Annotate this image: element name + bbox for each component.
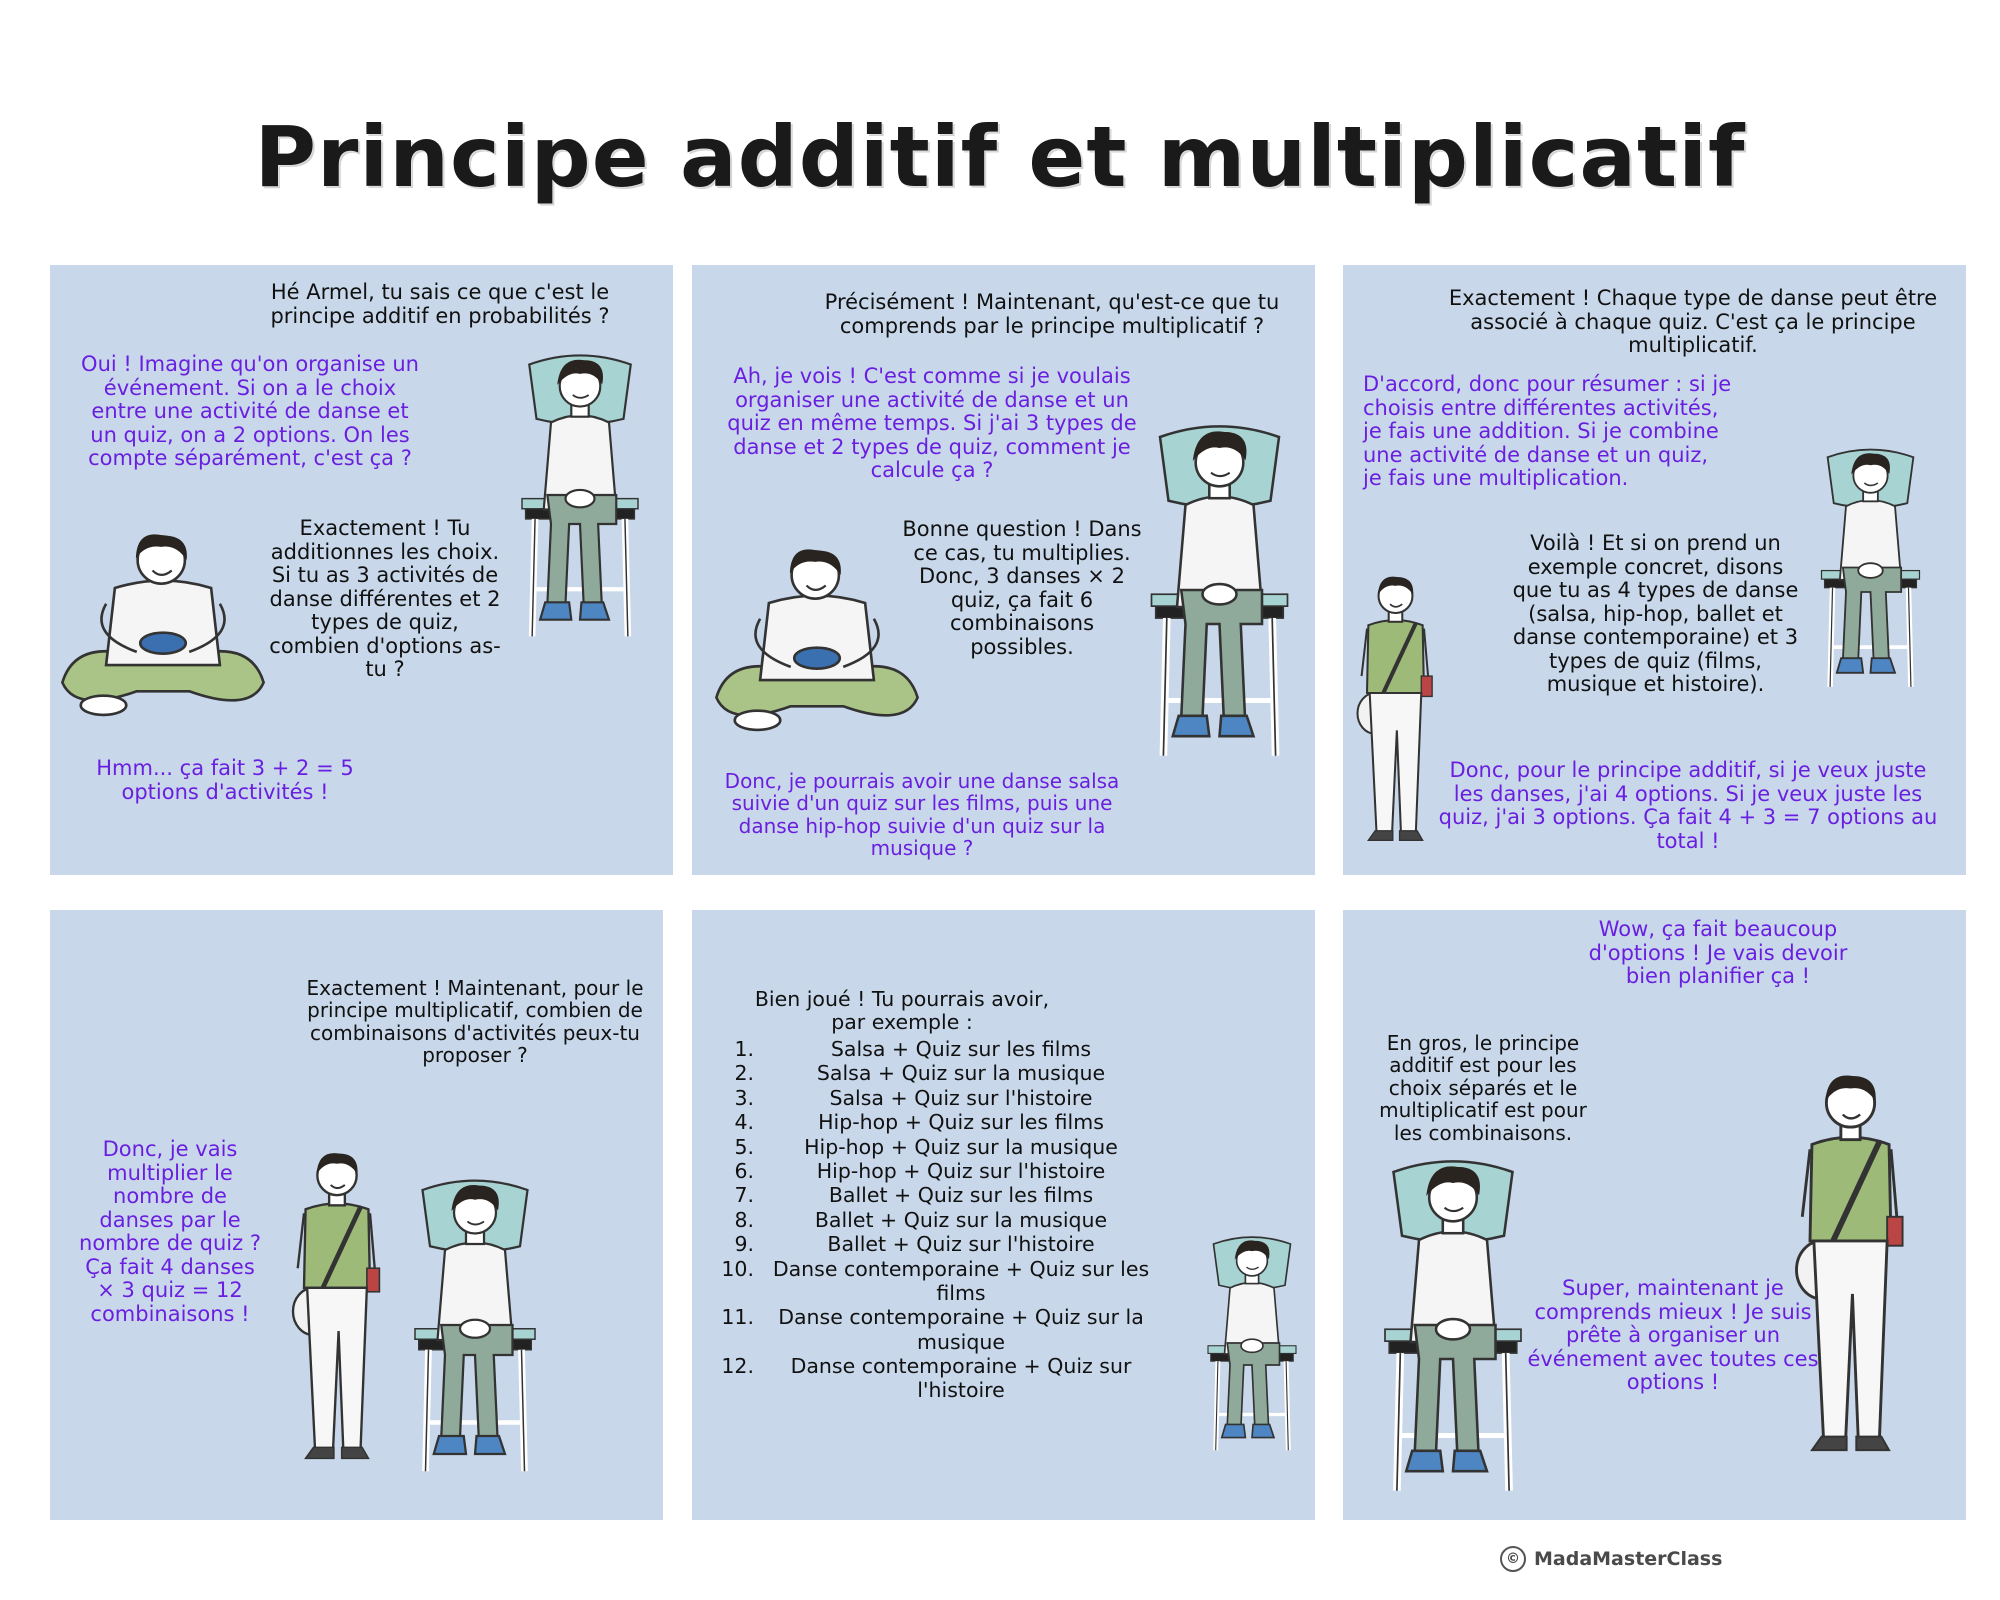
speech-bubble: Wow, ça fait beaucoup d'options ! Je vais devoir bien planifier ça ! xyxy=(1588,917,1848,989)
combination-list xyxy=(702,1037,1162,1403)
list-item xyxy=(702,1135,1162,1159)
list-item xyxy=(702,1086,1162,1110)
list-item-text: Ballet + Quiz sur la musique xyxy=(814,1207,1108,1232)
list-item xyxy=(702,1159,1162,1183)
list-item-number: 4. xyxy=(734,1110,754,1135)
seated-character-illustration xyxy=(1368,1150,1538,1500)
list-item xyxy=(702,1208,1162,1232)
list-item-text: Salsa + Quiz sur les films xyxy=(830,1037,1092,1061)
speech-bubble: Ah, je vois ! C'est comme si je voulais organiser une activité de danse et un quiz en même temps. Si j'ai 3 types de danse et 2 types de quiz, comment je calcule ça ? xyxy=(727,364,1137,483)
speech-bubble: D'accord, donc pour résumer : si je choisis entre différentes activités, je fais une addition. Si je combine une activité de danse et un quiz, je fais une multiplication. xyxy=(1363,372,1732,491)
list-item xyxy=(702,1257,1162,1306)
comic-panel-2 xyxy=(692,265,1315,875)
comic-panel-1 xyxy=(50,265,673,875)
list-item xyxy=(702,1354,1162,1403)
speech-bubble: Précisément ! Maintenant, qu'est-ce que tu comprends par le principe multiplicatif ? xyxy=(824,290,1280,338)
gamer-character-illustration xyxy=(58,530,268,730)
list-item xyxy=(702,1232,1162,1256)
list-item-number: 7. xyxy=(734,1183,754,1208)
standing-character-illustration xyxy=(282,1135,392,1480)
list-item xyxy=(702,1183,1162,1207)
list-item-text: Ballet + Quiz sur les films xyxy=(828,1183,1094,1208)
comic-panel-6 xyxy=(1343,910,1966,1520)
speech-bubble: Exactement ! Tu additionnes les choix. Si tu as 3 activités de danse différentes et 2 types de quiz, combien d'options as-tu ? xyxy=(269,516,501,682)
list-item-text: Hip-hop + Quiz sur la musique xyxy=(804,1134,1118,1159)
speech-bubble: Voilà ! Et si on prend un exemple concret, disons que tu as 4 types de danse (salsa, hip-hop, ballet et danse contemporaine) et 3 types de quiz (films, musique et histoire). xyxy=(1512,531,1799,697)
page-title: Principe additif et multiplicatif xyxy=(254,108,1746,206)
speech-bubble: Exactement ! Chaque type de danse peut être associé à chaque quiz. C'est ça le principe multiplicatif. xyxy=(1448,286,1938,358)
speech-bubble: Exactement ! Maintenant, pour le principe multiplicatif, combien de combinaisons d'activités peux-tu proposer ? xyxy=(306,976,644,1068)
list-item-number: 8. xyxy=(734,1207,754,1232)
list-intro: Bien joué ! Tu pourrais avoir, par exemple : xyxy=(754,987,1050,1034)
comic-panel-4 xyxy=(50,910,663,1520)
list-item-number: 11. xyxy=(721,1305,754,1330)
copyright-icon: © xyxy=(1500,1546,1526,1572)
copyright-text: MadaMasterClass xyxy=(1534,1548,1723,1570)
speech-bubble: Donc, pour le principe additif, si je veux juste les danses, j'ai 4 options. Si je veux juste les quiz, j'ai 3 options. Ça fait 4 + 3 = 7 options au total ! xyxy=(1438,758,1938,853)
comic-panel-3 xyxy=(1343,265,1966,875)
list-item-text: Danse contemporaine + Quiz sur l'histoire xyxy=(790,1354,1132,1403)
speech-bubble: Bonne question ! Dans ce cas, tu multiplies. Donc, 3 danses × 2 quiz, ça fait 6 combinaisons possibles. xyxy=(902,517,1142,659)
standing-character-illustration xyxy=(1348,560,1443,860)
list-item xyxy=(702,1305,1162,1354)
list-item-number: 3. xyxy=(734,1085,754,1110)
seated-character-illustration xyxy=(505,350,655,640)
comic-panel-5 xyxy=(692,910,1315,1520)
list-item-number: 10. xyxy=(721,1256,754,1281)
list-item xyxy=(702,1061,1162,1085)
gamer-character-illustration xyxy=(712,545,922,745)
speech-bubble: Hé Armel, tu sais ce que c'est le principe additif en probabilités ? xyxy=(270,280,610,328)
list-item-text: Danse contemporaine + Quiz sur les films xyxy=(772,1256,1150,1305)
seated-character-illustration xyxy=(400,1175,550,1475)
speech-bubble: Donc, je vais multiplier le nombre de danses par le nombre de quiz ? Ça fait 4 danses × 3 quiz = 12 combinaisons ! xyxy=(79,1137,261,1326)
list-item-number: 5. xyxy=(734,1134,754,1159)
list-item xyxy=(702,1110,1162,1134)
speech-bubble: Super, maintenant je comprends mieux ! Je suis prête à organiser un événement avec toutes ces options ! xyxy=(1527,1276,1819,1395)
speech-bubble: Donc, je pourrais avoir une danse salsa suivie d'un quiz sur les films, puis une danse hip-hop suivie d'un quiz sur la musique ? xyxy=(724,769,1120,861)
list-item-text: Salsa + Quiz sur l'histoire xyxy=(829,1085,1093,1110)
list-item-text: Hip-hop + Quiz sur les films xyxy=(818,1110,1104,1135)
list-item-text: Hip-hop + Quiz sur l'histoire xyxy=(816,1158,1106,1183)
list-item-number: 9. xyxy=(734,1232,754,1257)
list-item xyxy=(702,1037,1162,1061)
speech-bubble: En gros, le principe additif est pour les choix séparés et le multiplicatif est pour les combinaisons. xyxy=(1379,1031,1587,1145)
list-item-number: 2. xyxy=(734,1061,754,1086)
seated-character-illustration xyxy=(1132,420,1307,760)
list-item-text: Ballet + Quiz sur l'histoire xyxy=(827,1232,1095,1257)
list-item-number: 6. xyxy=(734,1158,754,1183)
speech-bubble: Hmm... ça fait 3 + 2 = 5 options d'activités ! xyxy=(96,756,354,804)
list-item-number: 12. xyxy=(721,1354,754,1379)
seated-character-illustration xyxy=(1808,445,1933,690)
seated-character-illustration xyxy=(1197,1228,1307,1458)
list-item-number: 1. xyxy=(734,1037,754,1061)
speech-bubble: Oui ! Imagine qu'on organise un événement. Si on a le choix entre une activité de danse et un quiz, on a 2 options. On les compte séparément, c'est ça ? xyxy=(81,352,419,471)
copyright-notice xyxy=(1500,1546,1722,1572)
standing-character-illustration xyxy=(1783,1030,1918,1500)
list-item-text: Salsa + Quiz sur la musique xyxy=(816,1061,1106,1086)
list-item-text: Danse contemporaine + Quiz sur la musique xyxy=(778,1305,1144,1354)
